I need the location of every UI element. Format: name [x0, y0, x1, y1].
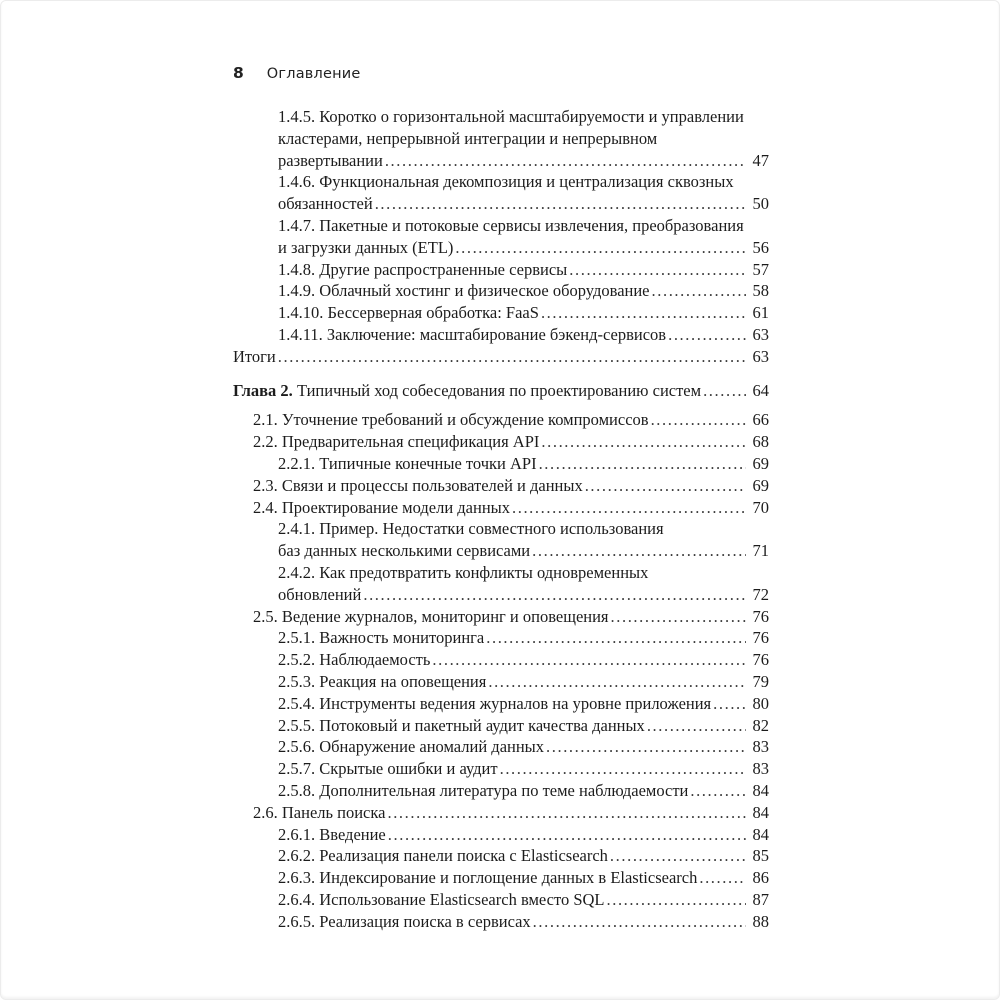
- toc-line: [278, 237, 769, 259]
- toc-entry: [233, 780, 769, 802]
- toc-page-number: 61: [752, 303, 769, 323]
- toc-page-number: 83: [752, 759, 769, 779]
- toc-entry: [233, 649, 769, 671]
- toc-page-number: 50: [752, 194, 769, 214]
- toc-entry-text: 2.6.1. Введение: [278, 824, 386, 844]
- toc-entry-text: 2.5.7. Скрытые ошибки и аудит: [278, 759, 498, 779]
- toc-entry: [233, 845, 769, 867]
- toc-entry-text: 2.5.6. Обнаружение аномалий данных: [278, 737, 545, 757]
- toc-entry: [233, 380, 769, 402]
- toc-line: [278, 867, 769, 889]
- dot-leader: [546, 736, 746, 758]
- toc-line: [278, 193, 769, 215]
- toc-line: [278, 845, 769, 867]
- toc-line: [253, 802, 769, 824]
- dot-leader: [569, 259, 746, 281]
- toc-page-number: 58: [752, 281, 769, 301]
- toc-entry-text: 2.2. Предварительная спецификация API: [253, 432, 540, 452]
- toc-page-number: 84: [752, 802, 769, 822]
- toc-page-number: 76: [752, 628, 769, 648]
- dot-leader: [651, 409, 746, 431]
- toc-entry: [233, 867, 769, 889]
- running-head: [233, 64, 769, 82]
- toc-line: [278, 562, 769, 584]
- toc-page-number: 84: [752, 780, 769, 800]
- toc-entry-text: кластерами, непрерывной интеграции и непрерывном: [278, 128, 658, 148]
- toc-entry: [233, 259, 769, 281]
- toc-line: [278, 758, 769, 780]
- toc-entry: [233, 802, 769, 824]
- toc-line: [278, 171, 769, 193]
- toc-entry: [233, 562, 769, 606]
- toc-entry-text: развертывании: [278, 150, 383, 170]
- toc-entry-text: 2.4.2. Как предотвратить конфликты одновременных: [278, 562, 649, 582]
- toc-page-number: 80: [752, 693, 769, 713]
- toc-entry-text: 1.4.6. Функциональная декомпозиция и централизация сквозных: [278, 172, 734, 192]
- toc-entry: [233, 518, 769, 562]
- dot-leader: [610, 845, 746, 867]
- toc-entry-text: 2.6.3. Индексирование и поглощение данных в Elasticsearch: [278, 868, 698, 888]
- toc-entry: [233, 627, 769, 649]
- toc-entry-text: 2.5.8. Дополнительная литература по теме наблюдаемости: [278, 780, 689, 800]
- toc-line: [278, 259, 769, 281]
- toc-page-number: 76: [752, 650, 769, 670]
- toc-line: [278, 280, 769, 302]
- toc-line: [278, 518, 769, 540]
- toc-entry: [233, 215, 769, 259]
- table-of-contents: [233, 106, 769, 932]
- toc-page-number: 87: [752, 889, 769, 909]
- toc-line: [278, 649, 769, 671]
- toc-entry-text: 1.4.11. Заключение: масштабирование бэкенд-сервисов: [278, 324, 667, 344]
- toc-entry-text: 2.6.5. Реализация поиска в сервисах: [278, 911, 531, 931]
- dot-leader: [278, 346, 746, 368]
- toc-entry-text: 2.2.1. Типичные конечные точки API: [278, 453, 537, 473]
- toc-entry: [233, 606, 769, 628]
- dot-leader: [668, 324, 746, 346]
- toc-page-number: 83: [752, 737, 769, 757]
- toc-page-number: 69: [752, 475, 769, 495]
- toc-page-number: 85: [752, 846, 769, 866]
- toc-entry: [233, 824, 769, 846]
- dot-leader: [512, 497, 746, 519]
- toc-line: [278, 715, 769, 737]
- toc-page-number: 64: [752, 380, 769, 400]
- toc-entry-text: 2.6. Панель поиска: [253, 802, 386, 822]
- toc-entry-text: 1.4.5. Коротко о горизонтальной масштабируемости и управлении: [278, 107, 744, 126]
- toc-page-number: 47: [752, 150, 769, 170]
- dot-leader: [432, 649, 746, 671]
- toc-entry-text: Глава 2. Типичный ход собеседования по проектированию систем: [233, 380, 702, 400]
- toc-entry: [233, 280, 769, 302]
- toc-page-number: 69: [752, 453, 769, 473]
- toc-entry-text: 2.5.1. Важность мониторинга: [278, 628, 485, 648]
- toc-entry-text: обновлений: [278, 584, 362, 604]
- toc-line: [278, 453, 769, 475]
- toc-entry: [233, 671, 769, 693]
- toc-line: [253, 606, 769, 628]
- toc-entry-text: Итоги: [233, 346, 276, 366]
- toc-line: [278, 128, 769, 150]
- dot-leader: [541, 431, 746, 453]
- toc-page-number: 71: [752, 541, 769, 561]
- page-number: 8: [233, 64, 244, 82]
- dot-leader: [539, 453, 746, 475]
- toc-entry: [233, 693, 769, 715]
- toc-entry-text: обязанностей: [278, 194, 373, 214]
- dot-leader: [500, 758, 746, 780]
- toc-entry-text: 1.4.8. Другие распространенные сервисы: [278, 259, 568, 279]
- toc-line: [278, 106, 769, 128]
- dot-leader: [375, 193, 746, 215]
- toc-entry-text: 2.5.2. Наблюдаемость: [278, 650, 431, 670]
- toc-entry-text: 2.6.2. Реализация панели поиска с Elasticsearch: [278, 846, 608, 866]
- toc-page-number: 86: [752, 868, 769, 888]
- toc-page-number: 76: [752, 606, 769, 626]
- toc-line: [233, 380, 769, 402]
- toc-entry-text: 2.4.1. Пример. Недостатки совместного использования: [278, 519, 664, 539]
- toc-line: [278, 324, 769, 346]
- dot-leader: [699, 867, 746, 889]
- toc-page-number: 63: [752, 346, 769, 366]
- dot-leader: [363, 584, 746, 606]
- toc-entry-text: 2.6.4. Использование Elasticsearch вместо SQL: [278, 889, 605, 909]
- toc-page-number: 82: [752, 715, 769, 735]
- dot-leader: [388, 824, 746, 846]
- toc-entry-text: 2.5.5. Потоковый и пакетный аудит качества данных: [278, 715, 645, 735]
- toc-entry-text: 1.4.7. Пакетные и потоковые сервисы извлечения, преобразования: [278, 215, 744, 235]
- dot-leader: [703, 380, 746, 402]
- toc-entry: [233, 758, 769, 780]
- running-title: Оглавление: [266, 66, 361, 82]
- dot-leader: [690, 780, 746, 802]
- toc-entry-text: 2.5.4. Инструменты ведения журналов на уровне приложения: [278, 693, 712, 713]
- dot-leader: [488, 671, 746, 693]
- toc-line: [278, 584, 769, 606]
- toc-line: [278, 824, 769, 846]
- toc-entry: [233, 911, 769, 933]
- toc-page-number: 70: [752, 497, 769, 517]
- toc-entry-text: баз данных несколькими сервисами: [278, 541, 531, 561]
- toc-page-number: 72: [752, 584, 769, 604]
- toc-entry-text: 1.4.9. Облачный хостинг и физическое оборудование: [278, 281, 650, 301]
- toc-page-number: 84: [752, 824, 769, 844]
- toc-line: [278, 215, 769, 237]
- toc-entry: [233, 431, 769, 453]
- toc-entry: [233, 715, 769, 737]
- toc-line: [253, 475, 769, 497]
- toc-line: [278, 736, 769, 758]
- chapter-label: Глава 2.: [233, 380, 293, 400]
- toc-line: [278, 627, 769, 649]
- toc-line: [278, 671, 769, 693]
- toc-line: [253, 431, 769, 453]
- dot-leader: [541, 302, 746, 324]
- toc-entry-text: 2.1. Уточнение требований и обсуждение компромиссов: [253, 410, 649, 430]
- toc-page-number: 57: [752, 259, 769, 279]
- dot-leader: [532, 540, 746, 562]
- dot-leader: [647, 715, 746, 737]
- toc-entry: [233, 409, 769, 431]
- toc-entry-text: 1.4.10. Бессерверная обработка: FaaS: [278, 303, 539, 323]
- toc-entry-text: 2.5.3. Реакция на оповещения: [278, 671, 487, 691]
- toc-entry: [233, 475, 769, 497]
- dot-leader: [652, 280, 746, 302]
- toc-entry: [233, 302, 769, 324]
- toc-line: [278, 889, 769, 911]
- toc-page-number: 68: [752, 432, 769, 452]
- dot-leader: [611, 606, 746, 628]
- dot-leader: [387, 802, 746, 824]
- toc-line: [278, 150, 769, 172]
- toc-entry: [233, 736, 769, 758]
- toc-page-number: 88: [752, 911, 769, 931]
- toc-page-number: 66: [752, 410, 769, 430]
- dot-leader: [486, 627, 746, 649]
- toc-entry: [233, 497, 769, 519]
- toc-entry-text: 2.3. Связи и процессы пользователей и данных: [253, 475, 583, 495]
- toc-line: [278, 302, 769, 324]
- toc-entry-text: 2.4. Проектирование модели данных: [253, 497, 510, 517]
- toc-entry: [233, 171, 769, 215]
- toc-line: [253, 497, 769, 519]
- page-content: [233, 64, 769, 932]
- dot-leader: [533, 911, 746, 933]
- dot-leader: [585, 475, 746, 497]
- dot-leader: [713, 693, 746, 715]
- toc-line: [278, 693, 769, 715]
- toc-entry: [233, 106, 769, 171]
- toc-entry-text: 2.5. Ведение журналов, мониторинг и оповещения: [253, 606, 609, 626]
- toc-page-number: 56: [752, 237, 769, 257]
- dot-leader: [455, 237, 746, 259]
- dot-leader: [607, 889, 747, 911]
- toc-entry: [233, 324, 769, 346]
- toc-line: [278, 540, 769, 562]
- toc-line: [278, 911, 769, 933]
- toc-entry: [233, 346, 769, 368]
- toc-entry: [233, 889, 769, 911]
- dot-leader: [385, 150, 746, 172]
- toc-line: [278, 780, 769, 802]
- toc-entry-text: и загрузки данных (ETL): [278, 237, 454, 257]
- toc-line: [233, 346, 769, 368]
- toc-entry: [233, 453, 769, 475]
- toc-line: [253, 409, 769, 431]
- toc-page-number: 79: [752, 671, 769, 691]
- toc-page-number: 63: [752, 324, 769, 344]
